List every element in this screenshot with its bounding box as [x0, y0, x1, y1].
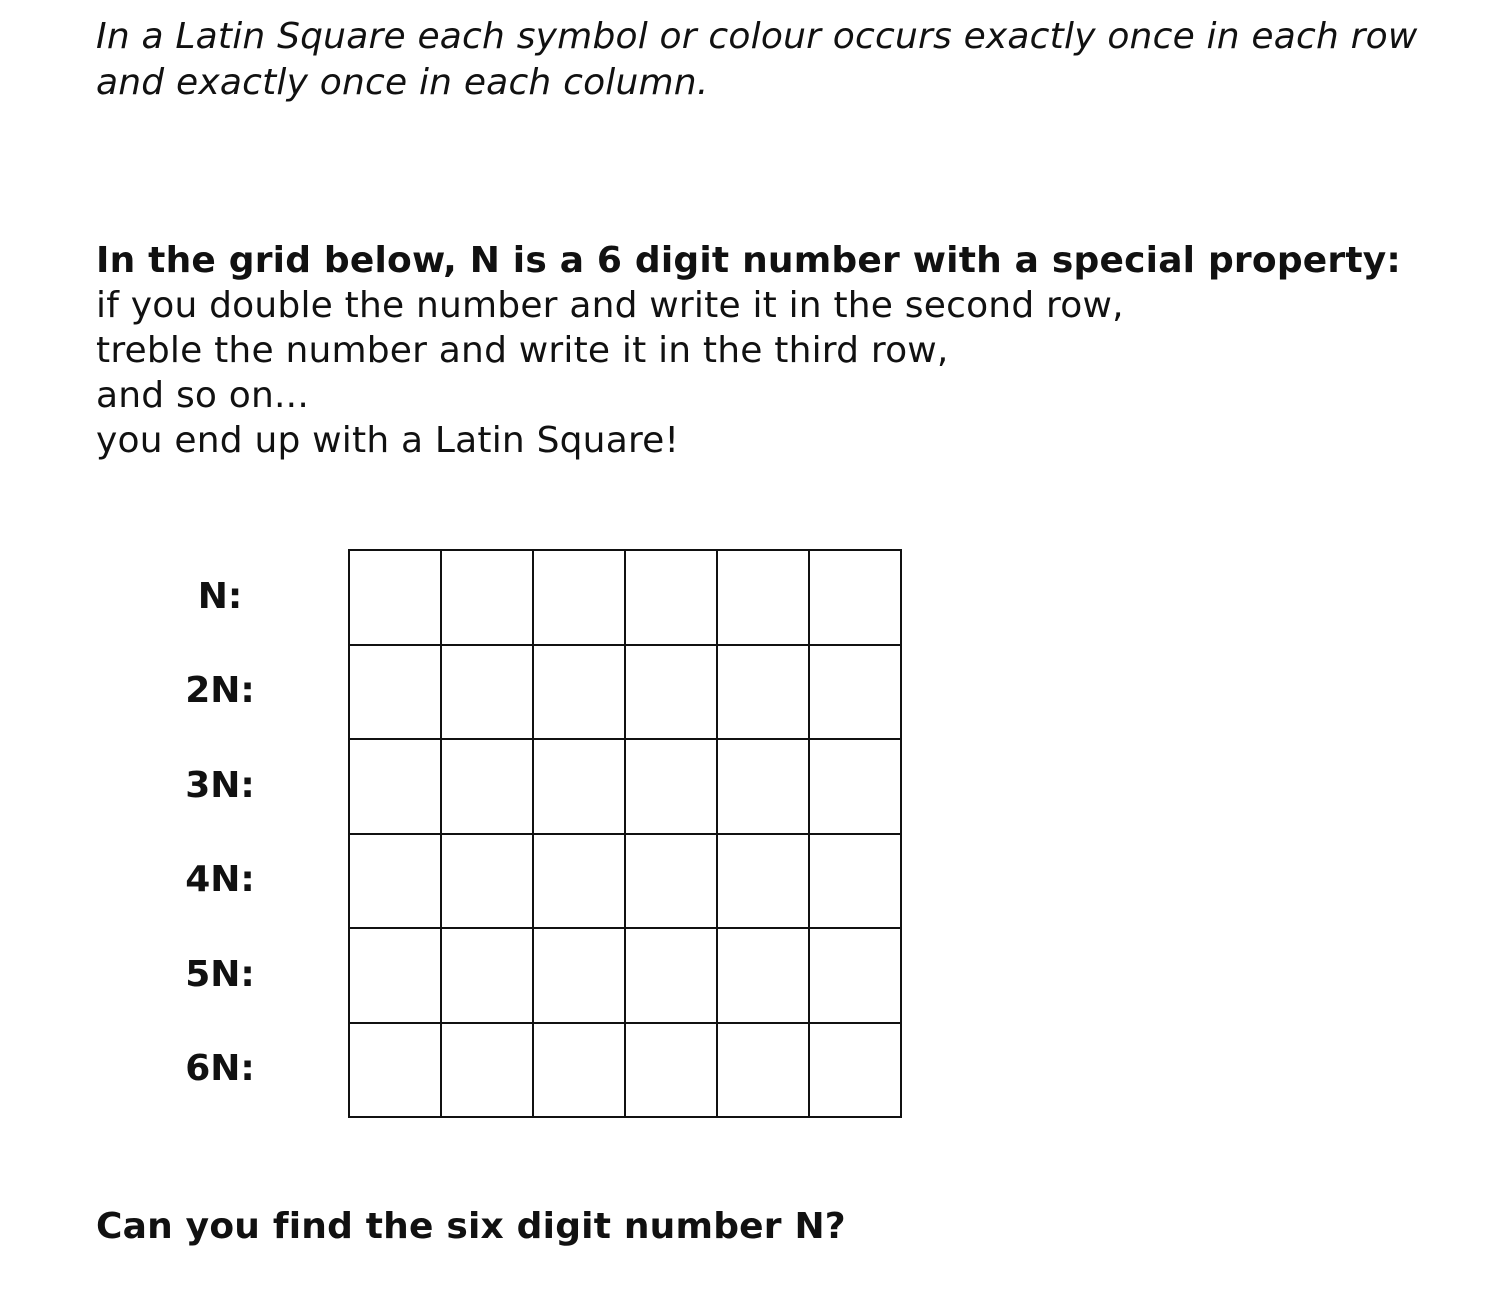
grid-cell[interactable] — [441, 550, 533, 645]
grid-cell[interactable] — [717, 550, 809, 645]
grid-cell[interactable] — [625, 739, 717, 834]
grid-cell[interactable] — [809, 645, 901, 740]
grid-cell[interactable] — [533, 928, 625, 1023]
latin-square-area — [0, 549, 910, 1119]
latin-square-grid — [348, 549, 902, 1118]
grid-cell[interactable] — [349, 550, 441, 645]
problem-line-2: treble the number and write it in the third row, — [96, 330, 949, 371]
grid-cell[interactable] — [717, 928, 809, 1023]
grid-cell[interactable] — [533, 1023, 625, 1118]
grid-row — [349, 550, 901, 645]
question-text: Can you find the six digit number N? — [96, 1206, 846, 1247]
grid-cell[interactable] — [533, 645, 625, 740]
grid-row — [349, 645, 901, 740]
grid-cell[interactable] — [349, 928, 441, 1023]
problem-line-3: and so on... — [96, 375, 309, 416]
grid-cell[interactable] — [349, 834, 441, 929]
grid-cell[interactable] — [441, 928, 533, 1023]
grid-cell[interactable] — [809, 1023, 901, 1118]
grid-cell[interactable] — [809, 834, 901, 929]
grid-row — [349, 928, 901, 1023]
row-label-n: N: — [197, 575, 243, 617]
grid-cell[interactable] — [533, 550, 625, 645]
row-label-3n: 3N: — [185, 764, 255, 806]
grid-cell[interactable] — [533, 834, 625, 929]
grid-cell[interactable] — [717, 739, 809, 834]
intro-line-2: and exactly once in each column. — [96, 62, 709, 103]
grid-cell[interactable] — [625, 928, 717, 1023]
grid-cell[interactable] — [625, 550, 717, 645]
grid-cell[interactable] — [441, 834, 533, 929]
problem-heading: In the grid below, N is a 6 digit number with a special property: — [96, 240, 1402, 281]
row-label-6n: 6N: — [185, 1048, 255, 1090]
grid-cell[interactable] — [717, 834, 809, 929]
grid-cell[interactable] — [349, 1023, 441, 1118]
grid-cell[interactable] — [809, 928, 901, 1023]
grid-cell[interactable] — [441, 645, 533, 740]
grid-row — [349, 739, 901, 834]
grid-cell[interactable] — [625, 1023, 717, 1118]
row-labels — [150, 549, 290, 1116]
grid-row — [349, 1023, 901, 1118]
problem-line-1: if you double the number and write it in the second row, — [96, 285, 1124, 326]
row-label-2n: 2N: — [185, 670, 255, 712]
grid-cell[interactable] — [441, 1023, 533, 1118]
problem-line-4: you end up with a Latin Square! — [96, 420, 680, 461]
grid-cell[interactable] — [349, 739, 441, 834]
grid-cell[interactable] — [625, 645, 717, 740]
grid-cell[interactable] — [441, 739, 533, 834]
grid-cell[interactable] — [809, 550, 901, 645]
intro-text — [96, 14, 1476, 106]
row-label-5n: 5N: — [185, 953, 255, 995]
row-label-4n: 4N: — [185, 859, 255, 901]
intro-line-1: In a Latin Square each symbol or colour occurs exactly once in each row — [96, 16, 1418, 57]
grid-row — [349, 834, 901, 929]
problem-statement — [96, 238, 1476, 463]
grid-cell[interactable] — [717, 1023, 809, 1118]
grid-cell[interactable] — [717, 645, 809, 740]
grid-cell[interactable] — [809, 739, 901, 834]
grid-cell[interactable] — [349, 645, 441, 740]
grid-cell[interactable] — [625, 834, 717, 929]
grid-cell[interactable] — [533, 739, 625, 834]
